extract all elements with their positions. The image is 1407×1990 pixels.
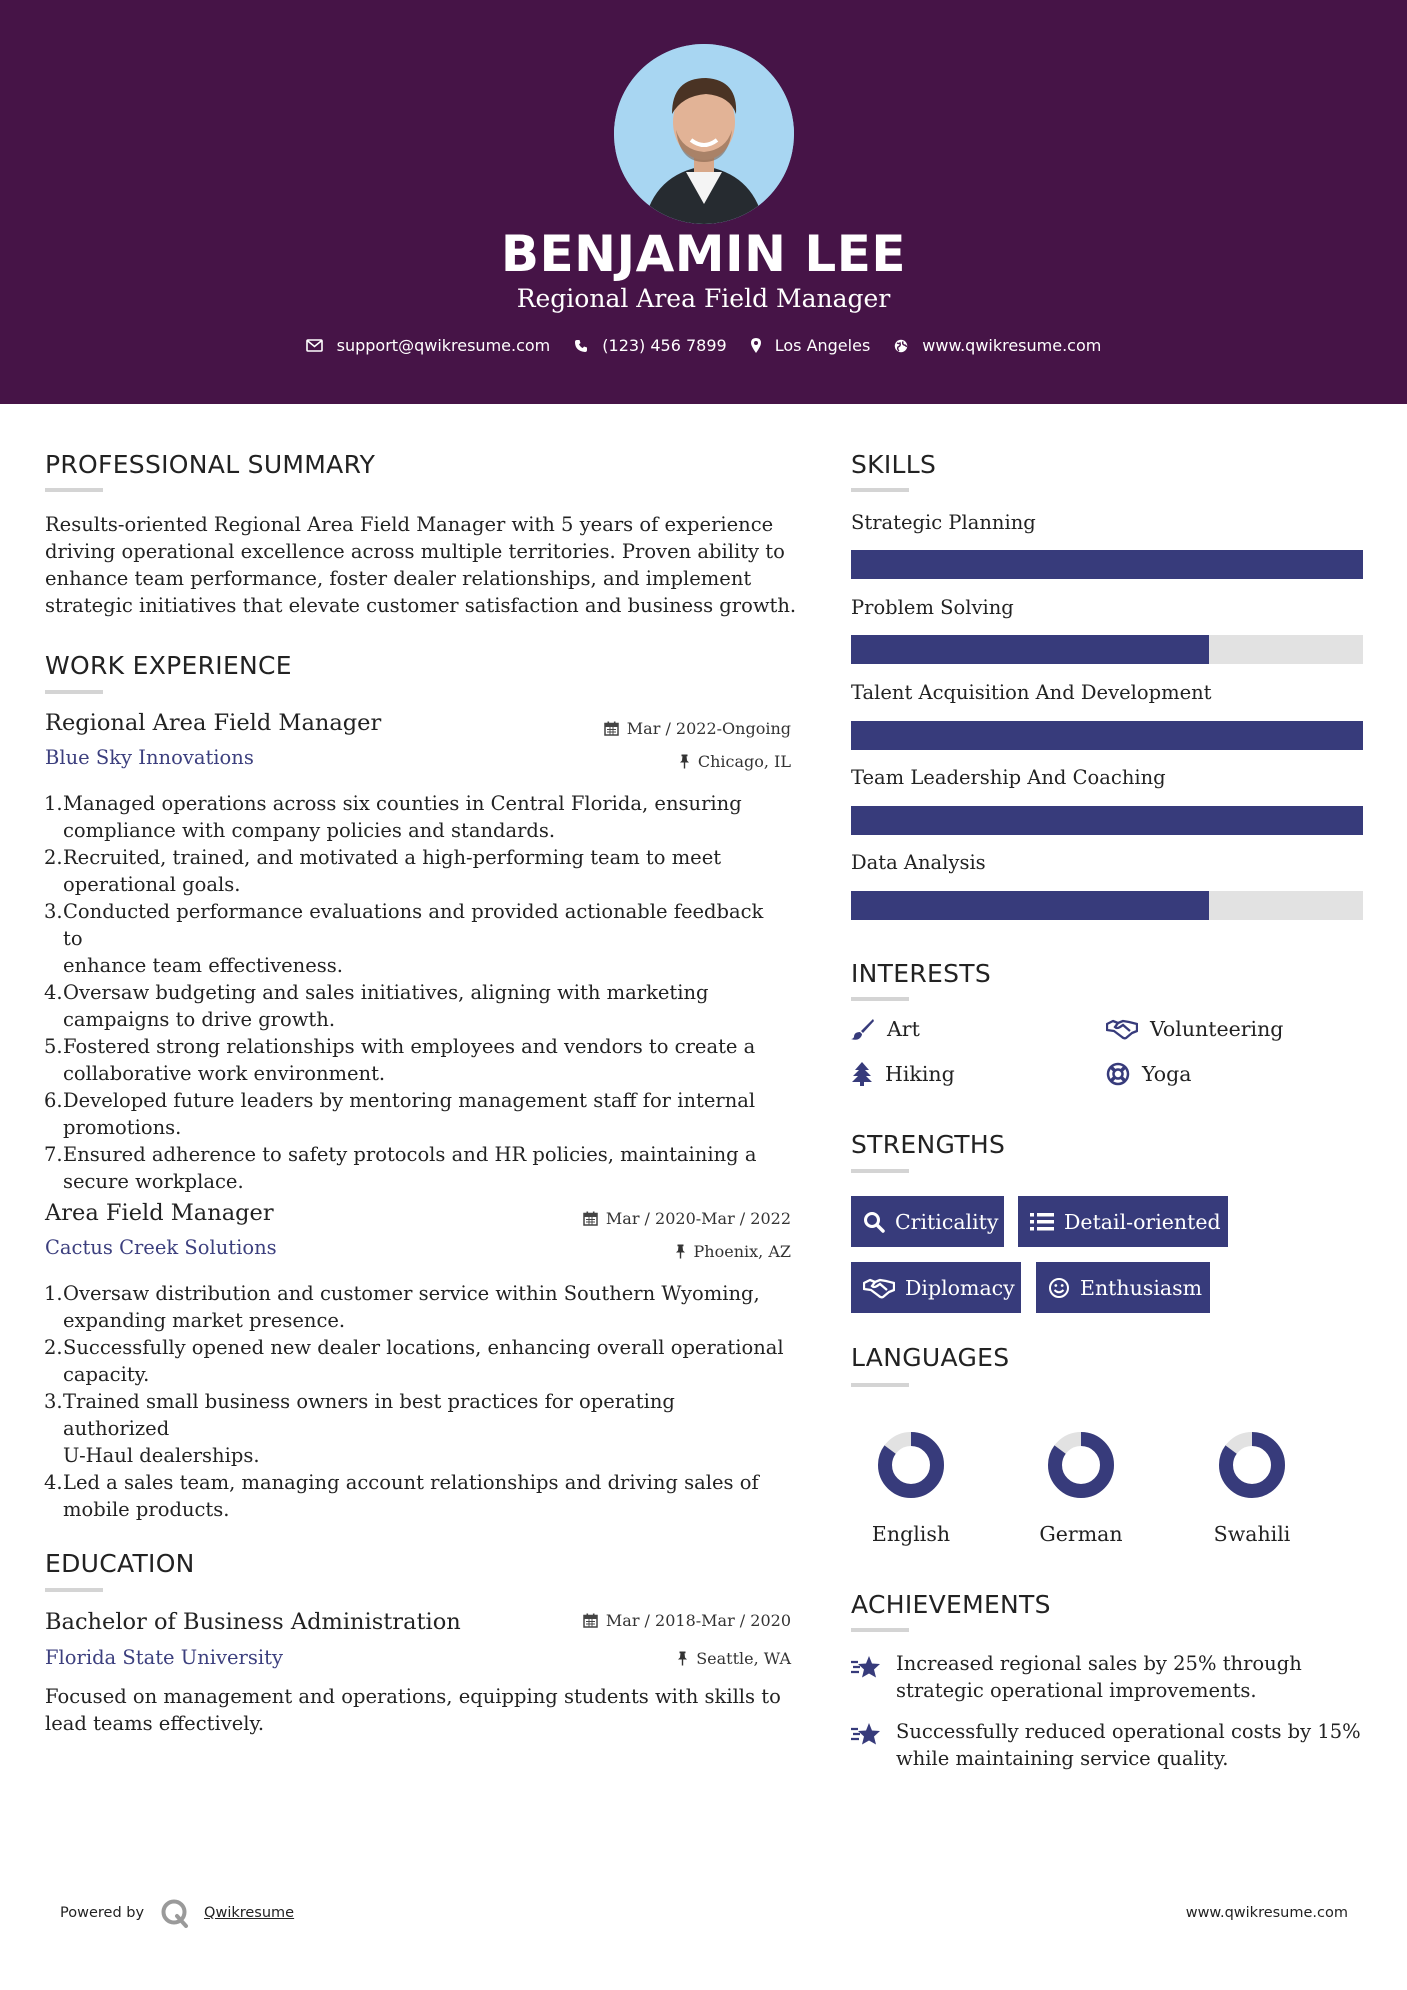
tree-icon [851, 1062, 873, 1086]
contact-website-text: www.qwikresume.com [922, 336, 1102, 355]
globe-icon [894, 339, 908, 353]
education-dates-text: Mar / 2018-Mar / 2020 [605, 1611, 791, 1630]
list-item: 4. Led a sales team, managing account relationships and driving sales of mobile products. [44, 1471, 759, 1521]
education-line: Focused on management and operations, equipping students with skills to [45, 1685, 781, 1708]
section-divider [45, 488, 103, 492]
strength-label: Enthusiasm [1080, 1275, 1203, 1300]
powered-by-text: Powered by [60, 1905, 145, 1921]
strength-label: Detail-oriented [1064, 1209, 1221, 1234]
section-divider [45, 690, 103, 694]
strength-label: Diplomacy [905, 1275, 1015, 1300]
phone-icon [574, 339, 588, 353]
languages-heading: LANGUAGES [851, 1343, 1010, 1372]
contact-phone-text: (123) 456 7899 [602, 336, 727, 355]
avatar [614, 44, 794, 224]
pin-icon [675, 1244, 686, 1259]
skills-heading: SKILLS [851, 450, 937, 479]
job-title: Area Field Manager [45, 1200, 274, 1226]
interest-item [1106, 1017, 1283, 1041]
experience-heading: WORK EXPERIENCE [45, 651, 292, 680]
footer-branding [60, 1898, 294, 1928]
school-name: Florida State University [45, 1646, 283, 1669]
skill-name: Data Analysis [851, 851, 986, 874]
job-dates-text: Mar / 2022-Ongoing [626, 719, 791, 738]
skill-name: Problem Solving [851, 596, 1014, 619]
interest-item [1106, 1062, 1191, 1086]
skill-bar [851, 721, 1363, 750]
candidate-name: BENJAMIN LEE [500, 225, 907, 283]
skill-bar [851, 806, 1363, 835]
contact-phone[interactable] [574, 336, 726, 355]
language-donuts [851, 1412, 1331, 1512]
job-location [560, 752, 791, 771]
paintbrush-icon [851, 1018, 875, 1040]
degree-title: Bachelor of Business Administration [45, 1609, 461, 1635]
interest-label: Hiking [885, 1062, 955, 1086]
list-item: 2. Recruited, trained, and motivated a high-performing team to meet operational goals. [44, 846, 722, 896]
qwikresume-link[interactable]: Qwikresume [204, 1905, 295, 1921]
summary-text [45, 511, 796, 619]
list-item: 1. Managed operations across six counties in Central Florida, ensuring compliance with company policies and standards. [44, 792, 742, 842]
language-name: German [1039, 1522, 1123, 1546]
pin-icon [677, 1651, 688, 1666]
summary-line: enhance team performance, foster dealer relationships, and implement [45, 567, 752, 590]
summary-heading: PROFESSIONAL SUMMARY [45, 450, 376, 479]
footer-website[interactable]: www.qwikresume.com [1185, 1905, 1348, 1921]
skill-fill [851, 550, 1363, 579]
job-company: Cactus Creek Solutions [45, 1236, 277, 1259]
list-item: 3. Conducted performance evaluations and provided actionable feedback to enhance team effectiveness. [44, 900, 764, 977]
strengths-heading: STRENGTHS [851, 1130, 1006, 1159]
education-line: lead teams effectively. [45, 1712, 265, 1735]
education-description [45, 1683, 781, 1737]
list-item: 1. Oversaw distribution and customer service within Southern Wyoming, expanding market presence. [44, 1282, 760, 1332]
life-ring-icon [1106, 1062, 1130, 1086]
star-award-icon [850, 1654, 882, 1680]
star-award-icon [850, 1721, 882, 1747]
achievement-item: Increased regional sales by 25% through strategic operational improvements. [896, 1652, 1302, 1702]
calendar-icon [583, 1613, 598, 1628]
list-item: 4. Oversaw budgeting and sales initiatives, aligning with marketing campaigns to drive growth. [44, 981, 709, 1031]
skill-fill [851, 891, 1209, 920]
job-title: Regional Area Field Manager [45, 710, 382, 736]
education-location [560, 1649, 791, 1668]
header [0, 0, 1407, 404]
skill-name: Strategic Planning [851, 511, 1036, 534]
summary-line: driving operational excellence across multiple territories. Proven ability to [45, 540, 785, 563]
section-divider [851, 1628, 909, 1632]
education-heading: EDUCATION [45, 1549, 195, 1578]
skill-name: Talent Acquisition And Development [851, 681, 1212, 704]
language-name: Swahili [1213, 1522, 1291, 1546]
list-item: 7. Ensured adherence to safety protocols and HR policies, maintaining a secure workplace. [44, 1143, 757, 1193]
summary-line: strategic initiatives that elevate customer satisfaction and business growth. [45, 594, 797, 617]
list-item: 3. Trained small business owners in best practices for operating authorized U-Haul dealerships. [44, 1390, 675, 1467]
strength-chip [851, 1262, 1021, 1313]
list-item: 2. Successfully opened new dealer locations, enhancing overall operational capacity. [44, 1336, 784, 1386]
section-divider [851, 488, 909, 492]
achievement-item: Successfully reduced operational costs by 15% while maintaining service quality. [896, 1720, 1361, 1770]
job-location-text: Chicago, IL [697, 752, 791, 771]
skill-bar [851, 635, 1363, 664]
pin-icon [679, 754, 690, 769]
strength-label: Criticality [895, 1209, 999, 1234]
calendar-icon [604, 721, 619, 736]
contact-bar [0, 336, 1407, 355]
skill-fill [851, 806, 1363, 835]
list-item: 6. Developed future leaders by mentoring management staff for internal promotions. [44, 1089, 756, 1139]
education-location-text: Seattle, WA [696, 1649, 791, 1668]
job-bullets [45, 790, 785, 1195]
skill-fill [851, 721, 1363, 750]
section-divider [851, 997, 909, 1001]
education-dates [560, 1611, 791, 1630]
achievements-heading: ACHIEVEMENTS [851, 1590, 1051, 1619]
contact-location [751, 336, 871, 355]
language-name: English [871, 1522, 951, 1546]
job-bullets [45, 1280, 785, 1523]
handshake-icon [1106, 1018, 1138, 1040]
contact-email[interactable] [306, 336, 551, 355]
job-dates-text: Mar / 2020-Mar / 2022 [605, 1209, 791, 1228]
skill-fill [851, 635, 1209, 664]
handshake-icon [863, 1277, 895, 1299]
calendar-icon [583, 1211, 598, 1226]
list-icon [1030, 1212, 1054, 1232]
map-pin-icon [751, 338, 761, 353]
section-divider [45, 1588, 103, 1592]
skill-bar [851, 550, 1363, 579]
contact-location-text: Los Angeles [774, 336, 871, 355]
interest-item [851, 1017, 920, 1041]
interest-item [851, 1062, 955, 1086]
strength-chip [1018, 1196, 1228, 1247]
interest-label: Volunteering [1150, 1017, 1284, 1041]
job-location [560, 1242, 791, 1261]
skill-bar [851, 891, 1363, 920]
smile-icon [1048, 1277, 1070, 1299]
strength-chip [1036, 1262, 1210, 1313]
qwikresume-logo-icon [160, 1898, 190, 1928]
interest-label: Art [887, 1017, 920, 1041]
strength-chip [851, 1196, 1004, 1247]
job-company: Blue Sky Innovations [45, 746, 254, 769]
skill-name: Team Leadership And Coaching [851, 766, 1166, 789]
job-dates [560, 1209, 791, 1228]
job-location-text: Phoenix, AZ [693, 1242, 791, 1261]
interest-label: Yoga [1142, 1062, 1192, 1086]
list-item: 5. Fostered strong relationships with employees and vendors to create a collaborative work environment. [44, 1035, 756, 1085]
job-dates [560, 719, 791, 738]
interests-heading: INTERESTS [851, 959, 992, 988]
section-divider [851, 1383, 909, 1387]
envelope-icon [306, 339, 323, 352]
section-divider [851, 1169, 909, 1173]
contact-website[interactable] [894, 336, 1101, 355]
summary-line: Results-oriented Regional Area Field Manager with 5 years of experience [45, 513, 774, 536]
search-icon [863, 1211, 885, 1233]
contact-email-text: support@qwikresume.com [336, 336, 551, 355]
candidate-role: Regional Area Field Manager [516, 284, 891, 313]
